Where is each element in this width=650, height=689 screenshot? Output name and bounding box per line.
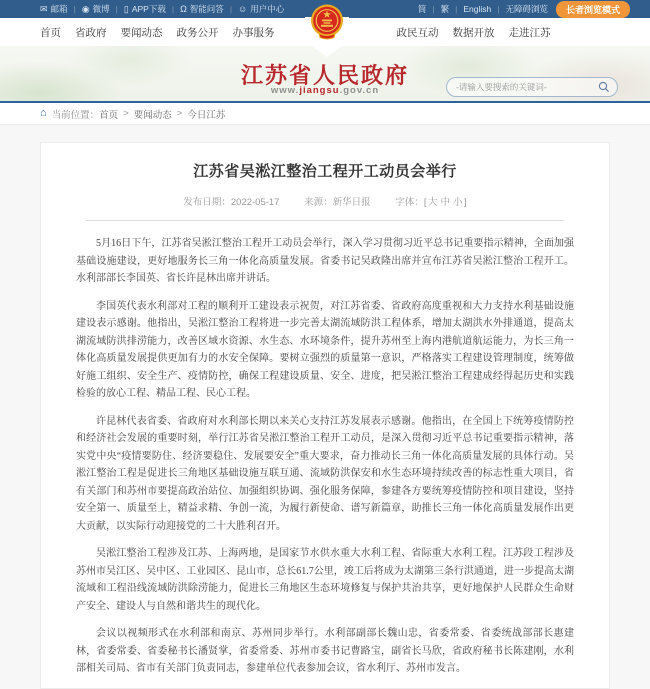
app-download-label: APP下载 xyxy=(131,4,166,14)
search-input[interactable] xyxy=(456,82,598,92)
separator: | xyxy=(432,4,435,14)
topbar-right-links xyxy=(418,1,630,18)
user-center-link[interactable] xyxy=(238,3,284,15)
article-paragraph: 吴淞江整治工程涉及江苏、上海两地，是国家节水供水重大水利工程、省际重大水利工程。江苏段工程涉及苏州市吴江区、吴中区、工业园区、昆山市，总长61.7公里，竣工后将成为太湖第三条行洪通道，进一步提高太湖流域和工程沿线流域防洪除涝能力，促进长三角地区生态环境修复与保护共治共享，更好地保护人民群众生命财产安全、建设人与自然和谐共生的现代化。 xyxy=(76,548,574,612)
mail-link[interactable] xyxy=(40,3,68,15)
bracket: ] xyxy=(464,197,467,208)
source-value: 新华日报 xyxy=(332,197,371,208)
publish-date xyxy=(183,197,279,208)
publish-date-label: 发布日期： xyxy=(183,197,231,208)
mail-label: 邮箱 xyxy=(50,4,68,14)
nav-open-data[interactable]: 数据开放 xyxy=(452,26,495,39)
app-download-link[interactable] xyxy=(124,3,166,15)
separator: | xyxy=(171,4,175,14)
nav-interaction[interactable]: 政民互动 xyxy=(396,26,439,39)
weibo-label: 微博 xyxy=(92,4,110,14)
breadcrumb xyxy=(0,103,650,125)
breadcrumb-separator: > xyxy=(123,108,129,119)
site-title: 江苏省人民政府 xyxy=(240,63,409,88)
nav-services[interactable]: 办事服务 xyxy=(232,26,275,39)
breadcrumb-news-link[interactable]: 要闻动态 xyxy=(133,109,172,121)
national-emblem-icon xyxy=(310,3,344,48)
font-size-label: 字体： xyxy=(395,197,424,208)
lang-traditional-link[interactable]: 繁 xyxy=(440,4,450,14)
accessibility-link[interactable]: 无障碍浏览 xyxy=(505,4,548,14)
smart-qa-label: 智能问答 xyxy=(189,4,224,14)
font-size-medium-button[interactable]: 中 xyxy=(440,197,450,208)
breadcrumb-current-page: 今日江苏 xyxy=(187,109,226,121)
home-icon: ⌂ xyxy=(40,107,47,119)
nav-provincial-government[interactable]: 省政府 xyxy=(75,26,107,39)
breadcrumb-label: 当前位置： xyxy=(51,109,100,121)
article-paragraph: 5月16日下午，江苏省吴淞江整治工程开工动员会举行，深入学习贯彻习近平总书记重要指示精神，全面加强基础设施建设，更好地服务长三角一体化高质量发展。省委书记吴政隆出席并宣布江苏省吴淞江整治工程开工。水利部部长李国英、省长许昆林出席并讲话。 xyxy=(76,238,574,284)
headset-icon: Ω xyxy=(180,3,187,14)
separator: | xyxy=(455,4,458,14)
article-paragraph: 李国英代表水利部对工程的顺利开工建设表示祝贺，对江苏省委、省政府高度重视和大力支持水利基础设施建设表示感谢。他指出，吴淞江整治工程将进一步完善太湖流域防洪工程体系，增加太湖洪水外排通道，提高太湖流域防洪排涝能力，改善区域水资源、水生态、水环境条件，提升苏州至上海内港航道航运能力，为长三角一体化高质量发展提供更加有力的水安全保障。要树立强烈的质量第一意识，严格落实工程建设管理制度，统筹做好施工组织、安全生产、疫情防控，确保工程建设质量、安全、进度，把吴淞江整治工程建成经得起历史和实践检验的放心工程、精品工程、民心工程。 xyxy=(76,300,574,399)
nav-gov-affairs[interactable]: 政务公开 xyxy=(176,26,219,39)
site-url-highlight: jiangsu xyxy=(299,85,340,96)
separator: | xyxy=(115,4,118,14)
source-label: 来源： xyxy=(304,197,333,208)
article-paragraph: 许昆林代表省委、省政府对水利部长期以来关心支持江苏发展表示感谢。他指出，在全国上下统筹疫情防控和经济社会发展的重要时刻，举行江苏省吴淞江整治工程开工动员，是深入贯彻习近平总书记重要指示精神，落实党中央“疫情要防住、经济要稳住、发展要安全”重大要求，奋力推动长三角一体化高质量发展的具体行动。吴淞江整治工程是促进长三角地区基础设施互联互通、流域防洪保安和水生态环境持续改善的标志性重大项目，省有关部门和苏州市要提高政治站位、加强组织协调、强化服务保障，参建各方要统筹疫情防控和项目建设，坚持安全第一、质量至上，精益求精、争创一流，为履行新使命、谱写新篇章，助推长三角一体化高质量发展作出更大贡献，以实际行动迎接党的二十大胜利召开。 xyxy=(76,415,574,532)
mail-icon: ✉ xyxy=(40,3,48,14)
article-body xyxy=(76,235,574,678)
phone-icon: ▯ xyxy=(123,3,129,14)
font-size-small-button[interactable]: 小 xyxy=(452,197,463,208)
smart-qa-link[interactable] xyxy=(180,3,224,15)
site-url-suffix: .gov.cn xyxy=(339,85,380,96)
weibo-icon: ◉ xyxy=(81,3,90,14)
font-size-control xyxy=(395,197,466,208)
lang-simplified-link[interactable]: 简 xyxy=(417,4,427,14)
user-center-label: 用户中心 xyxy=(250,4,285,14)
separator: | xyxy=(73,4,76,14)
nav-news[interactable]: 要闻动态 xyxy=(120,26,163,39)
article-card xyxy=(40,142,610,689)
article-source xyxy=(304,197,371,208)
title-divider xyxy=(86,220,564,221)
site-url-prefix: www. xyxy=(270,85,300,96)
separator: | xyxy=(229,4,233,14)
topbar-left-links xyxy=(40,3,284,15)
article-paragraph: 会议以视频形式在水利部和南京、苏州同步举行。水利部副部长魏山忠，省委常委、省委统战部部长惠建林，省委常委、省委秘书长潘贤掌，省委常委、苏州市委书记曹路宝，副省长马欣，省政府秘书长陈建刚，水利部相关司局、省市有关部门负责同志，参建单位代表参加会议，省水利厅、苏州市发言。 xyxy=(76,628,574,674)
nav-home[interactable]: 首页 xyxy=(40,26,61,39)
article-meta xyxy=(41,194,609,208)
breadcrumb-separator: > xyxy=(176,108,183,119)
publish-date-value: 2022-05-17 xyxy=(230,197,280,208)
weibo-link[interactable] xyxy=(82,3,110,15)
main-content-area xyxy=(0,125,650,674)
elder-mode-button[interactable]: 长者浏览模式 xyxy=(556,1,630,18)
lang-english-link[interactable]: English xyxy=(463,4,492,14)
nav-about-jiangsu[interactable]: 走进江苏 xyxy=(508,26,551,39)
search-box[interactable] xyxy=(446,77,618,97)
bracket: [ xyxy=(423,197,427,208)
font-size-large-button[interactable]: 大 xyxy=(427,197,438,208)
article-title: 江苏省吴淞江整治工程开工动员会举行 xyxy=(193,163,457,180)
search-icon[interactable] xyxy=(598,81,610,93)
separator: | xyxy=(497,4,500,14)
user-icon: ☺ xyxy=(238,3,248,14)
breadcrumb-home-link[interactable]: 首页 xyxy=(99,109,119,121)
